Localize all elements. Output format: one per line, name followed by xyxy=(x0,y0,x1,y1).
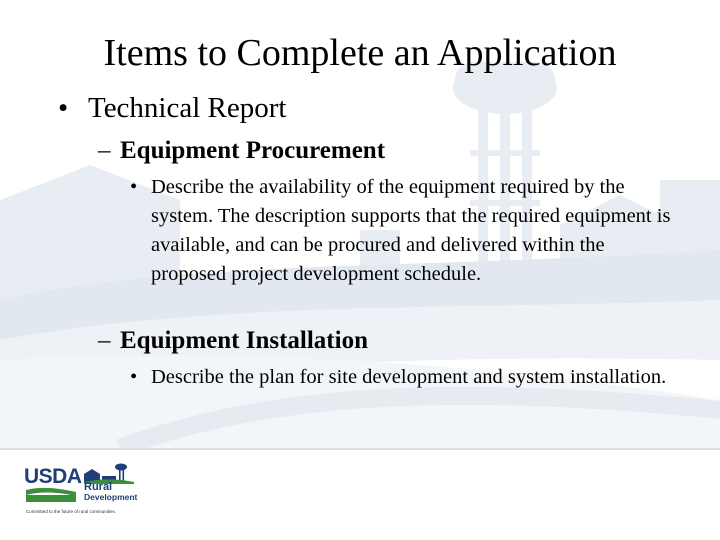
detail-text: Describe the plan for site development and system installation. xyxy=(151,366,667,388)
bullet-glyph: • xyxy=(130,366,138,388)
footer-tagline: Committed to the future of rural communities. xyxy=(26,509,117,514)
detail-text: Describe the availability of the equipment required by the system. The description supports that the required equipment is available, and can be procured and delivered within the proposed project development schedule. xyxy=(151,176,671,285)
slide-title: Items to Complete an Application xyxy=(103,32,617,74)
rural-label: Rural xyxy=(84,481,113,493)
rural-development-logo-text xyxy=(84,482,137,502)
bullet-glyph: • xyxy=(130,176,138,198)
usda-logo-text: USDA xyxy=(24,465,82,488)
usda-logo-swoosh xyxy=(26,486,76,502)
subheading-text: Equipment Installation xyxy=(120,327,368,354)
dash-glyph: – xyxy=(98,327,111,354)
development-label: Development xyxy=(84,492,138,502)
bullet-text-technical-report: Technical Report xyxy=(88,92,287,124)
subheading-text: Equipment Procurement xyxy=(120,137,386,164)
bullet-glyph: • xyxy=(58,92,69,124)
dash-glyph: – xyxy=(98,137,111,164)
footer-divider xyxy=(0,448,720,450)
